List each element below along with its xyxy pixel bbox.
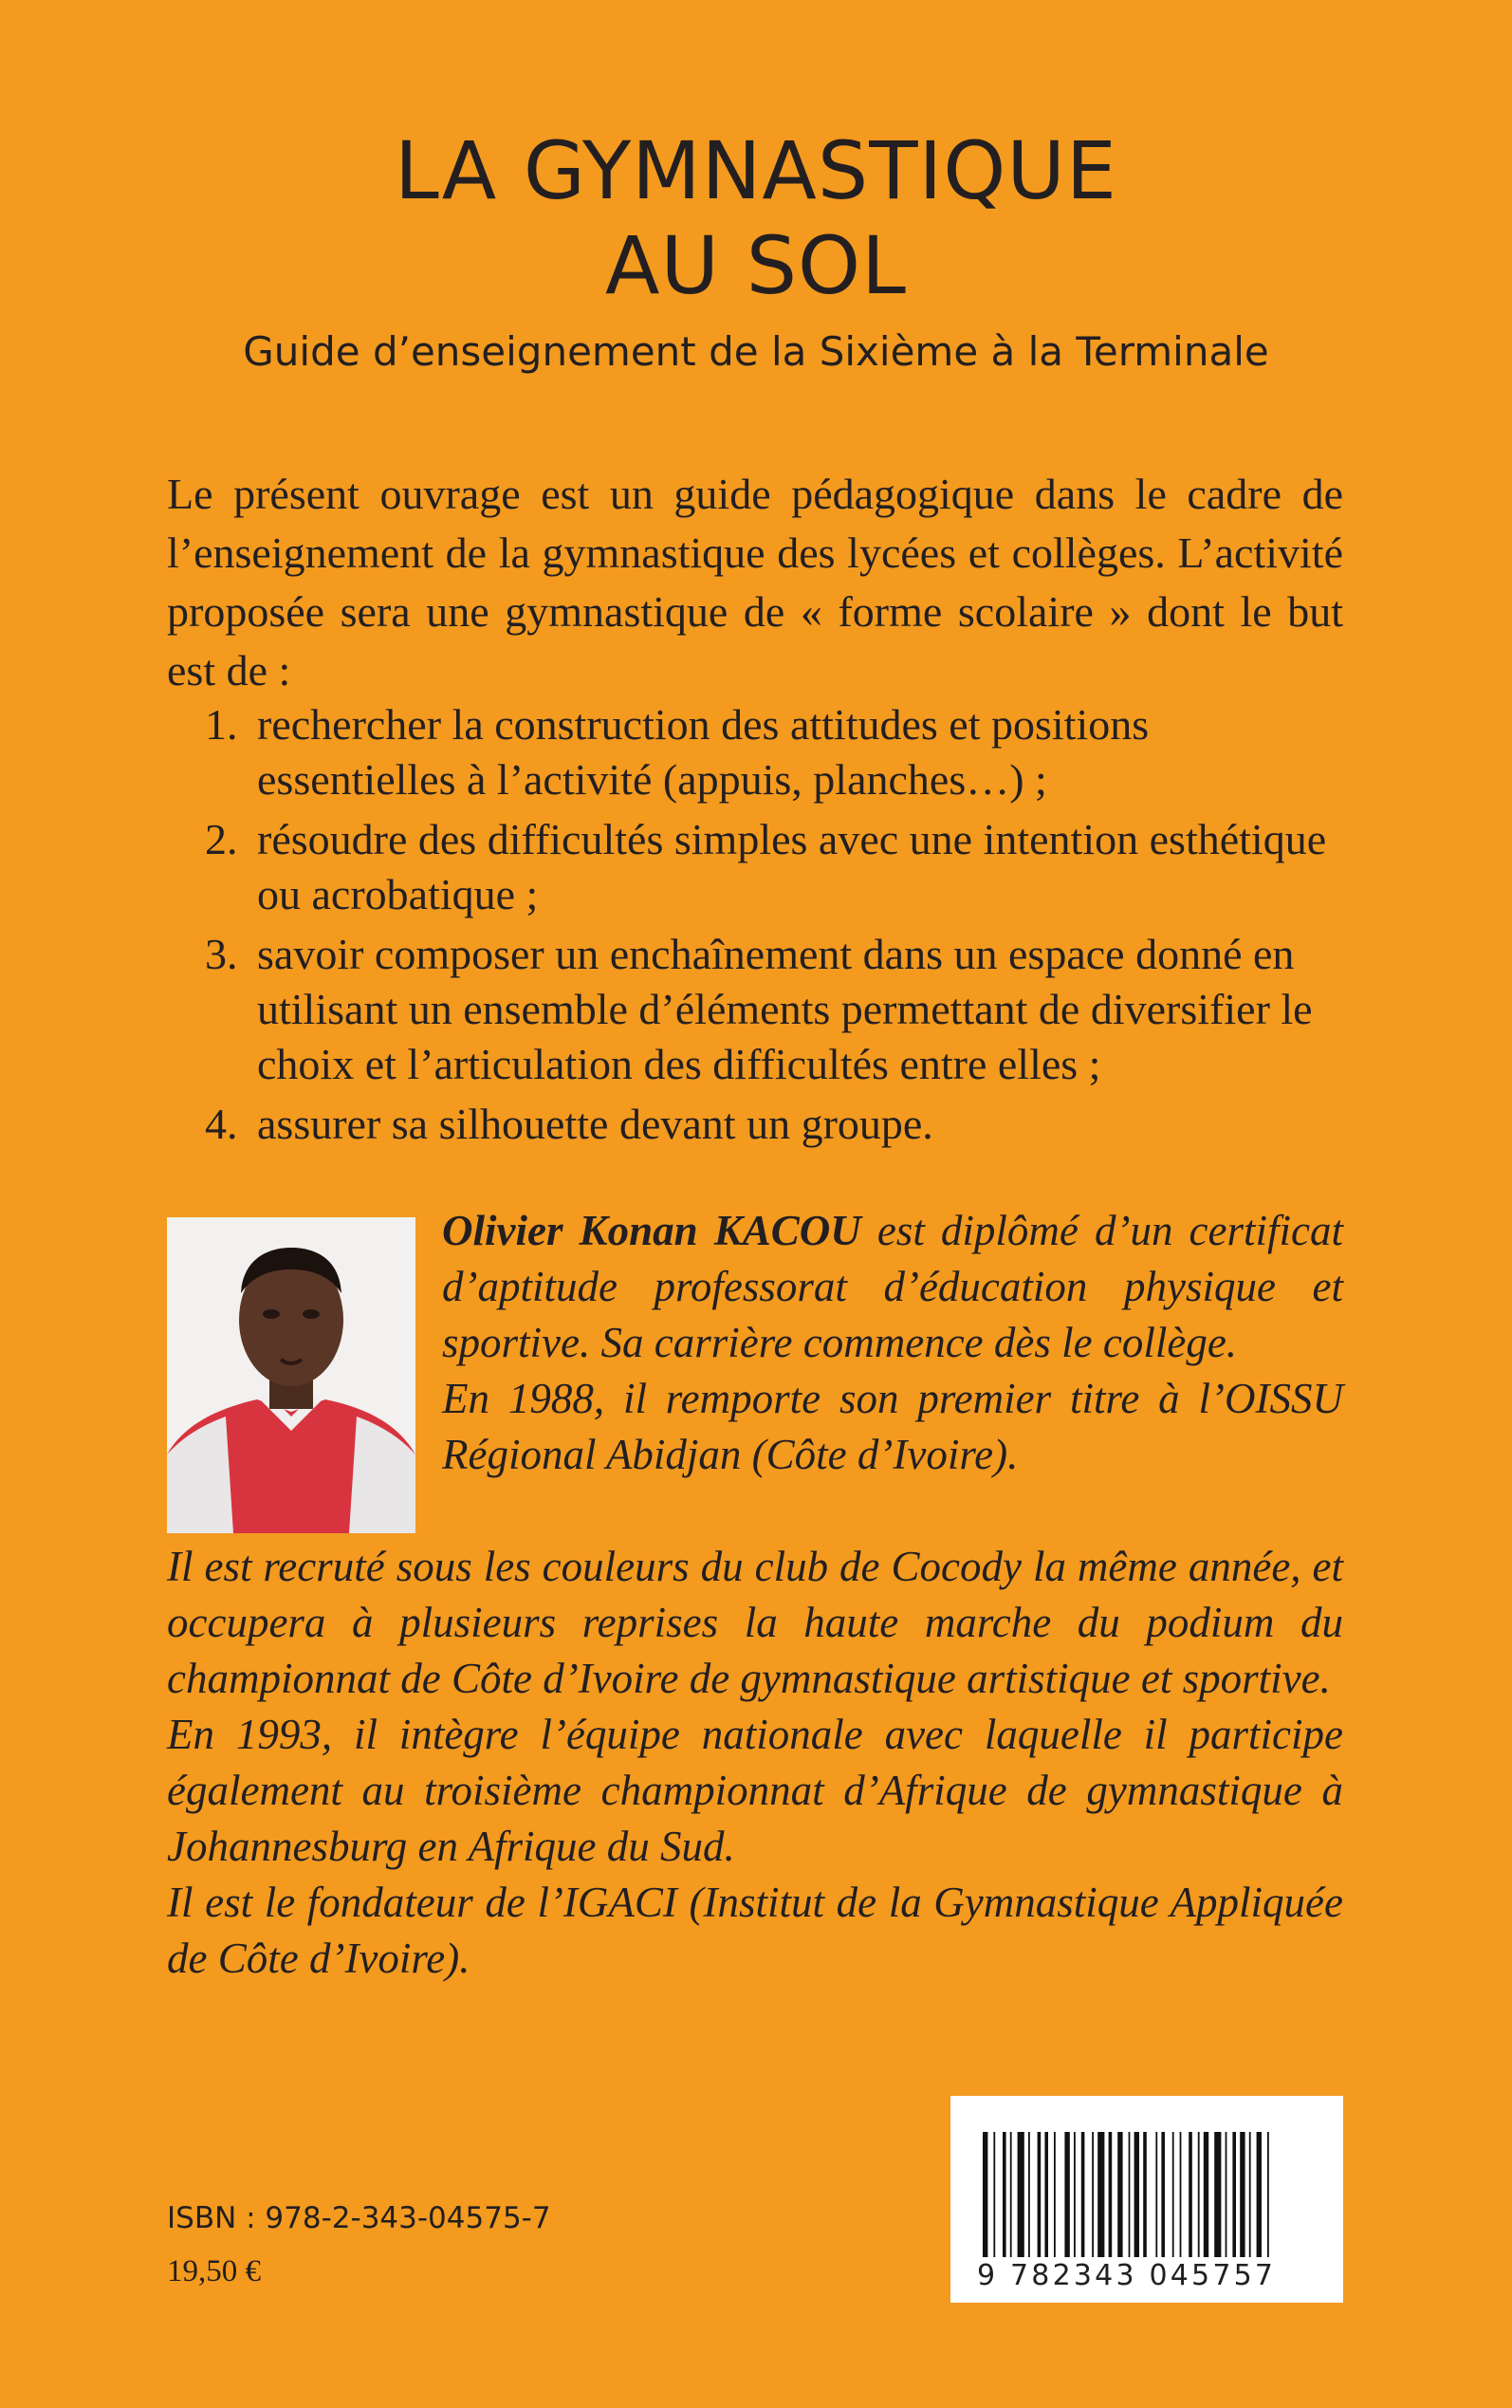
objectives-list xyxy=(167,697,1343,1157)
author-bio-continued xyxy=(167,1539,1343,1987)
barcode-bar xyxy=(1143,2132,1147,2257)
barcode-digits: 9 782343 045757 xyxy=(977,2259,1277,2292)
barcode-bar xyxy=(1092,2132,1094,2257)
title-line-2: AU SOL xyxy=(605,219,907,312)
isbn: ISBN : 978-2-343-04575-7 xyxy=(167,2201,551,2235)
barcode-bar xyxy=(1064,2132,1069,2257)
barcode-bar xyxy=(1054,2132,1056,2257)
barcode-bar xyxy=(1109,2132,1113,2257)
barcode-bar xyxy=(1028,2132,1030,2257)
intro-paragraph: Le présent ouvrage est un guide pédagogique dans le cadre de l’enseignement de la gymnastique des lycées et collèges. L’activité proposée sera une gymnastique de « forme scolaire » dont le but est de : xyxy=(167,470,1343,695)
barcode-bar xyxy=(1003,2132,1006,2257)
barcode-bar xyxy=(1189,2132,1192,2257)
barcode-bar xyxy=(1198,2132,1200,2257)
barcode-bar xyxy=(983,2132,987,2257)
list-text: recherche​r la construction des attitudes et positions essentielles à l’activité (appuis, planches…) ; xyxy=(257,700,1150,804)
barcode-bar xyxy=(1155,2132,1157,2257)
barcode-bar xyxy=(1249,2132,1251,2257)
list-number: 3. xyxy=(205,930,238,978)
author-photo xyxy=(167,1217,415,1533)
barcode-bar xyxy=(1097,2132,1104,2257)
list-item xyxy=(167,697,1343,807)
price: 19,50 € xyxy=(167,2254,261,2288)
barcode-bar xyxy=(1226,2132,1227,2257)
list-item xyxy=(167,812,1343,922)
author-bio-text: Il est le fondateur de l’IGACI (Institut de la Gymnastique Appliquée de Côte d’Ivoire). xyxy=(167,1879,1343,1982)
barcode-bar xyxy=(1010,2132,1012,2257)
barcode-bar xyxy=(1214,2132,1221,2257)
barcode xyxy=(950,2096,1343,2303)
barcode-bar xyxy=(1038,2132,1042,2257)
author-portrait-illustration xyxy=(167,1217,415,1533)
barcode-bar xyxy=(1240,2132,1245,2257)
barcode-bar xyxy=(1161,2132,1165,2257)
barcode-bar xyxy=(1129,2132,1131,2257)
barcode-bar xyxy=(1044,2132,1048,2257)
barcode-bar xyxy=(1257,2132,1262,2257)
barcode-bar xyxy=(1018,2132,1024,2257)
barcode-bar xyxy=(1117,2132,1122,2257)
list-text: savoir composer un enchaînement dans un espace donné en utilisant un ensemble d’éléments permettant de diversifier le choix et l’articulation des difficultés entre elles ; xyxy=(257,930,1313,1088)
author-bio-text: est diplômé d’un certificat d’aptitude professorat d’éducation physique et sportive. Sa carrière commence dès le collège. xyxy=(442,1207,1343,1366)
author-bio-intro xyxy=(442,1203,1343,1483)
list-text: assurer sa silhouette devant un groupe. xyxy=(257,1100,933,1148)
subtitle: Guide d’enseignement de la Sixième à la Terminale xyxy=(243,328,1269,375)
author-bio-text: En 1993, il intègre l’équipe nationale avec laquelle il participe également au troisième championnat d’Afrique de gymnastique à Johannesburg en Afrique du Sud. xyxy=(167,1711,1343,1870)
list-item xyxy=(167,1097,1343,1152)
author-bio-text: Il est recruté sous les couleurs du club de Cocody la même année, et occupera à plusieurs reprises la haute marche du podium du championnat de Côte d’Ivoire de gymnastique artistique et sportive. xyxy=(167,1543,1343,1702)
list-number: 4. xyxy=(205,1100,238,1148)
barcode-bar xyxy=(1134,2132,1139,2257)
barcode-bar xyxy=(993,2132,995,2257)
barcode-bar xyxy=(1267,2132,1269,2257)
barcode-bar xyxy=(1081,2132,1085,2257)
barcode-bar xyxy=(1172,2132,1174,2257)
list-number: 1. xyxy=(205,700,238,749)
barcode-bar xyxy=(1180,2132,1182,2257)
list-item xyxy=(167,927,1343,1092)
title-line-1: LA GYMNASTIQUE xyxy=(395,124,1117,217)
list-number: 2. xyxy=(205,815,238,863)
author-bio-text: En 1988, il remporte son premier titre à l’OISSU Régional Abidjan (Côte d’Ivoire). xyxy=(442,1375,1343,1478)
list-text: résoudre des difficultés simples avec une intention esthétique ou acrobatique ; xyxy=(257,815,1327,918)
author-name: Olivier Konan KACOU xyxy=(442,1207,861,1254)
barcode-bar xyxy=(1232,2132,1236,2257)
barcode-bar xyxy=(1204,2132,1208,2257)
barcode-bar xyxy=(1074,2132,1076,2257)
